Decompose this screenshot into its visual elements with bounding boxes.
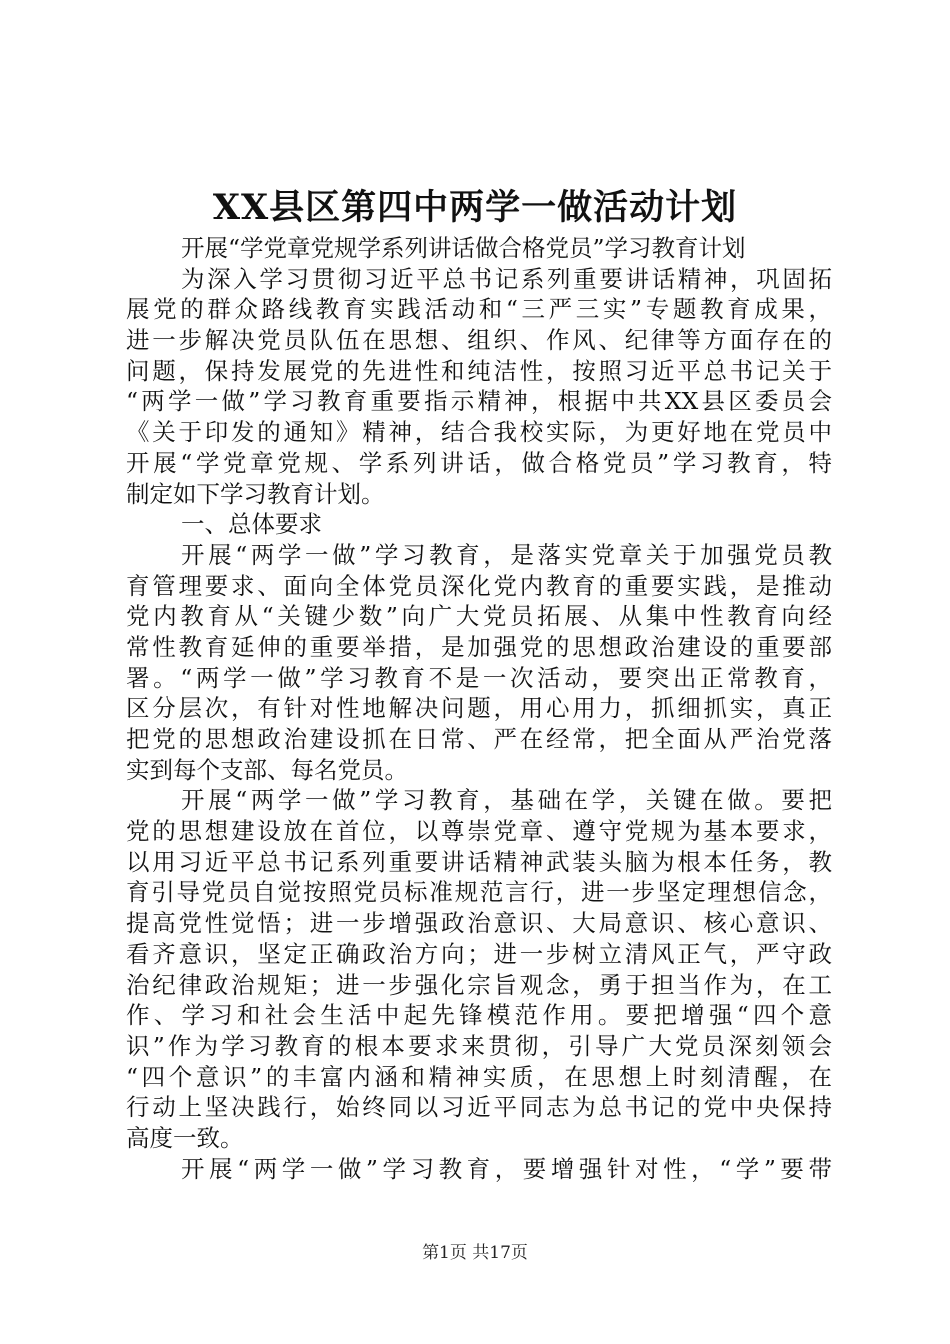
text-line: 开展“学党章党规学系列讲话做合格党员”学习教育计划 xyxy=(181,234,746,262)
text-line: 育引导党员自觉按照党员标准规范言行，进一步坚定理想信念， xyxy=(126,878,832,907)
text-line: “两学一做”学习教育重要指示精神，根据中共XX县区委员会 xyxy=(126,387,832,416)
page-footer: 第1页 共17页 xyxy=(422,1243,528,1263)
text-line: 把党的思想政治建设抓在日常、严在经常，把全面从严治党落 xyxy=(126,725,832,753)
text-line: 《关于印发的通知》精神，结合我校实际，为更好地在党员中 xyxy=(126,418,832,447)
text-line: 问题，保持发展党的先进性和纯洁性，按照习近平总书记关于 xyxy=(126,356,832,385)
text-line: 提高党性觉悟；进一步增强政治意识、大局意识、核心意识、 xyxy=(126,909,832,938)
text-line: 开展“两学一做”学习教育，基础在学，关键在做。要把 xyxy=(181,786,832,815)
text-line: 以用习近平总书记系列重要讲话精神武装头脑为根本任务，教 xyxy=(126,847,832,876)
text-line: 作、学习和社会生活中起先锋模范作用。要把增强“四个意 xyxy=(126,1001,832,1030)
text-line: 行动上坚决践行，始终同以习近平同志为总书记的党中央保持 xyxy=(126,1093,832,1122)
text-line: 为深入学习贯彻习近平总书记系列重要讲话精神，巩固拓 xyxy=(181,264,832,293)
text-line: 常性教育延伸的重要举措，是加强党的思想政治建设的重要部 xyxy=(126,632,832,661)
text-line: 高度一致。 xyxy=(126,1123,244,1152)
text-line: 党内教育从“关键少数”向广大党员拓展、从集中性教育向经 xyxy=(126,602,832,631)
text-line: 党的思想建设放在首位，以尊崇党章、遵守党规为基本要求， xyxy=(126,817,832,846)
text-line: 展党的群众路线教育实践活动和“三严三实”专题教育成果， xyxy=(126,295,832,324)
text-line: 开展“学党章党规、学系列讲话，做合格党员”学习教育，特 xyxy=(126,448,832,477)
text-line: 识”作为学习教育的根本要求来贯彻，引导广大党员深刻领会 xyxy=(126,1031,832,1060)
text-line: “四个意识”的丰富内涵和精神实质，在思想上时刻清醒，在 xyxy=(126,1062,832,1091)
text-line: 署。“两学一做”学习教育不是一次活动，要突出正常教育， xyxy=(126,663,832,692)
text-line: 进一步解决党员队伍在思想、组织、作风、纪律等方面存在的 xyxy=(126,326,832,355)
text-line: 开展“两学一做”学习教育，要增强针对性，“学”要带 xyxy=(181,1154,832,1183)
text-line: 开展“两学一做”学习教育，是落实党章关于加强党员教 xyxy=(181,540,832,569)
text-line: 区分层次，有针对性地解决问题，用心用力，抓细抓实，真正 xyxy=(126,694,832,723)
text-line: 实到每个支部、每名党员。 xyxy=(126,755,408,784)
text-line: 一、总体要求 xyxy=(181,510,322,539)
text-line: 看齐意识，坚定正确政治方向；进一步树立清风正气，严守政 xyxy=(126,939,832,968)
text-line: 制定如下学习教育计划。 xyxy=(126,479,385,508)
text-line: 治纪律政治规矩；进一步强化宗旨观念，勇于担当作为，在工 xyxy=(126,970,832,999)
document-body xyxy=(126,233,832,1184)
document-title: XX县区第四中两学一做活动计划 xyxy=(212,187,738,228)
text-line: 育管理要求、面向全体党员深化党内教育的重要实践，是推动 xyxy=(126,571,832,600)
